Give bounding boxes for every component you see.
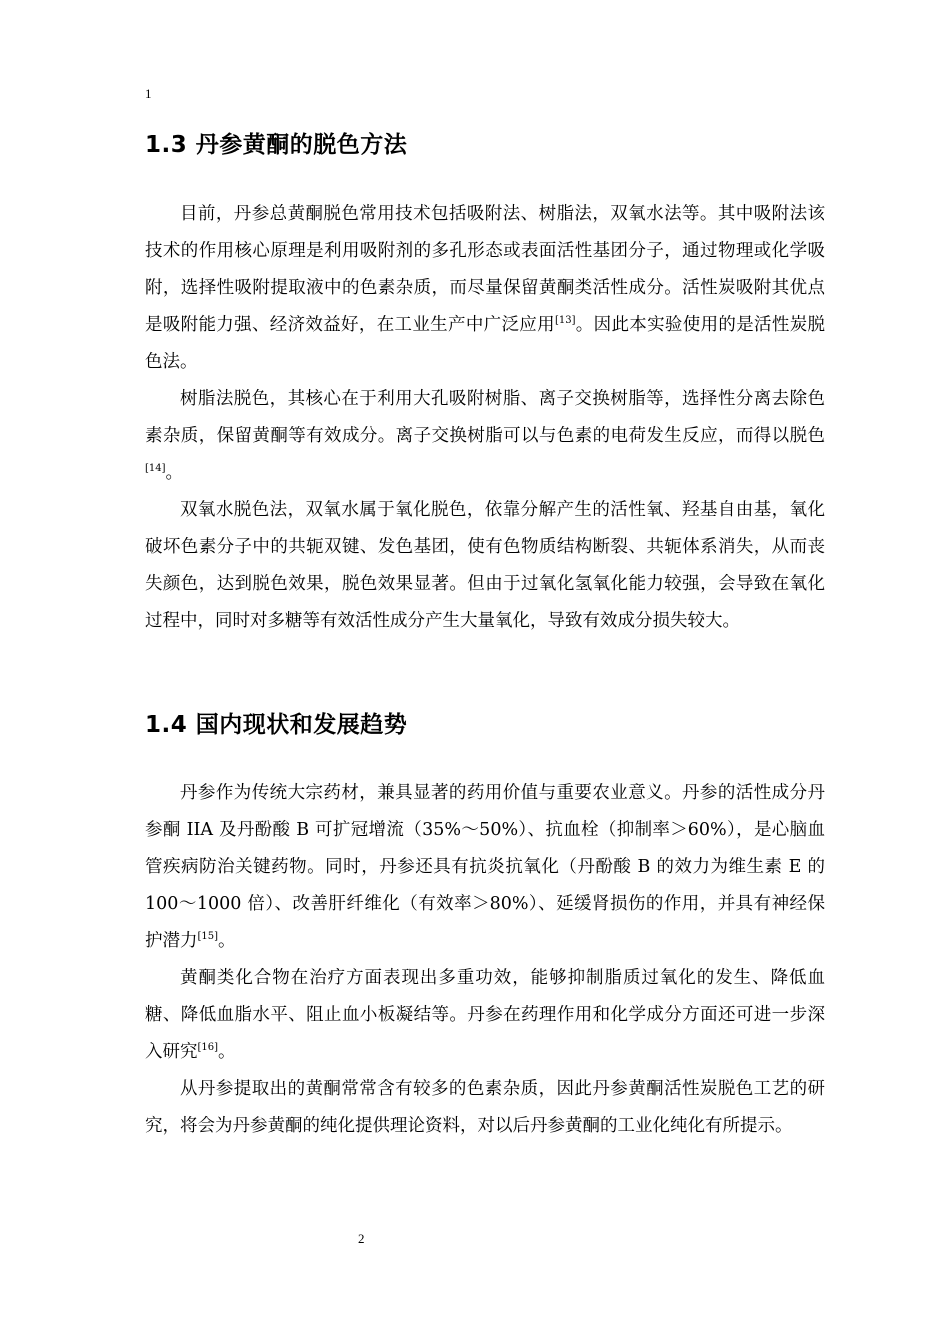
paragraph <box>145 381 825 492</box>
paragraph-text: 目前，丹参总黄酮脱色常用技术包括吸附法、树脂法，双氧水法等。其中吸附法该技术的作用核心原理是利用吸附剂的多孔形态或表面活性基团分子，通过物理或化学吸附，选择性吸附提取液中的色素杂质，而尽量保留黄酮类活性成分。活性炭吸附其优点是吸附能力强、经济效益好，在工业生产中广泛应用 <box>145 204 825 335</box>
citation-ref: [13] <box>554 315 576 326</box>
footer-page-number: 2 <box>358 1231 365 1246</box>
section-heading-1-4: 1.4 国内现状和发展趋势 <box>145 712 408 738</box>
header-page-marker: 1 <box>145 86 152 101</box>
citation-ref: [15] <box>197 931 219 942</box>
paragraph <box>145 492 825 640</box>
paragraph <box>145 775 825 960</box>
paragraph-text: 丹参作为传统大宗药材，兼具显著的药用价值与重要农业意义。丹参的活性成分丹参酮 IIA 及丹酚酸 B 可扩冠增流（35%～50%）、抗血栓（抑制率＞60%），是心脑血管疾病防治关键药物。同时，丹参还具有抗炎抗氧化（丹酚酸 B 的效力为维生素 E 的 100～1000 倍）、改善肝纤维化（有效率＞80%）、延缓肾损伤的作用，并具有神经保护潜力 <box>145 783 825 951</box>
citation-ref: [14] <box>145 463 166 474</box>
paragraph-tail: 。 <box>218 931 236 951</box>
paragraph-tail: 。 <box>165 463 184 483</box>
paragraph <box>145 960 825 1071</box>
section-body-1-3 <box>145 196 825 640</box>
citation-ref: [16] <box>197 1042 219 1053</box>
paragraph-text: 从丹参提取出的黄酮常常含有较多的色素杂质，因此丹参黄酮活性炭脱色工艺的研究，将会为丹参黄酮的纯化提供理论资料，对以后丹参黄酮的工业化纯化有所提示。 <box>145 1079 825 1136</box>
paragraph-text: 树脂法脱色，其核心在于利用大孔吸附树脂、离子交换树脂等，选择性分离去除色素杂质，保留黄酮等有效成分。离子交换树脂可以与色素的电荷发生反应，而得以脱色 <box>145 389 825 446</box>
paragraph-tail: 。因此本实验使用的是活性炭脱色法。 <box>145 315 826 372</box>
section-body-1-4 <box>145 775 825 1145</box>
paragraph-tail: 。 <box>218 1042 236 1062</box>
paragraph <box>145 1071 825 1145</box>
paragraph-text: 双氧水脱色法，双氧水属于氧化脱色，依靠分解产生的活性氧、羟基自由基，氧化破坏色素分子中的共轭双键、发色基团，使有色物质结构断裂、共轭体系消失，从而丧失颜色，达到脱色效果，脱色效果显著。但由于过氧化氢氧化能力较强，会导致在氧化过程中，同时对多糖等有效活性成分产生大量氧化，导致有效成分损失较大。 <box>145 500 825 631</box>
paragraph <box>145 196 825 381</box>
paragraph-text: 黄酮类化合物在治疗方面表现出多重功效，能够抑制脂质过氧化的发生、降低血糖、降低血脂水平、阻止血小板凝结等。丹参在药理作用和化学成分方面还可进一步深入研究 <box>145 968 825 1062</box>
section-heading-1-3: 1.3 丹参黄酮的脱色方法 <box>145 132 408 158</box>
